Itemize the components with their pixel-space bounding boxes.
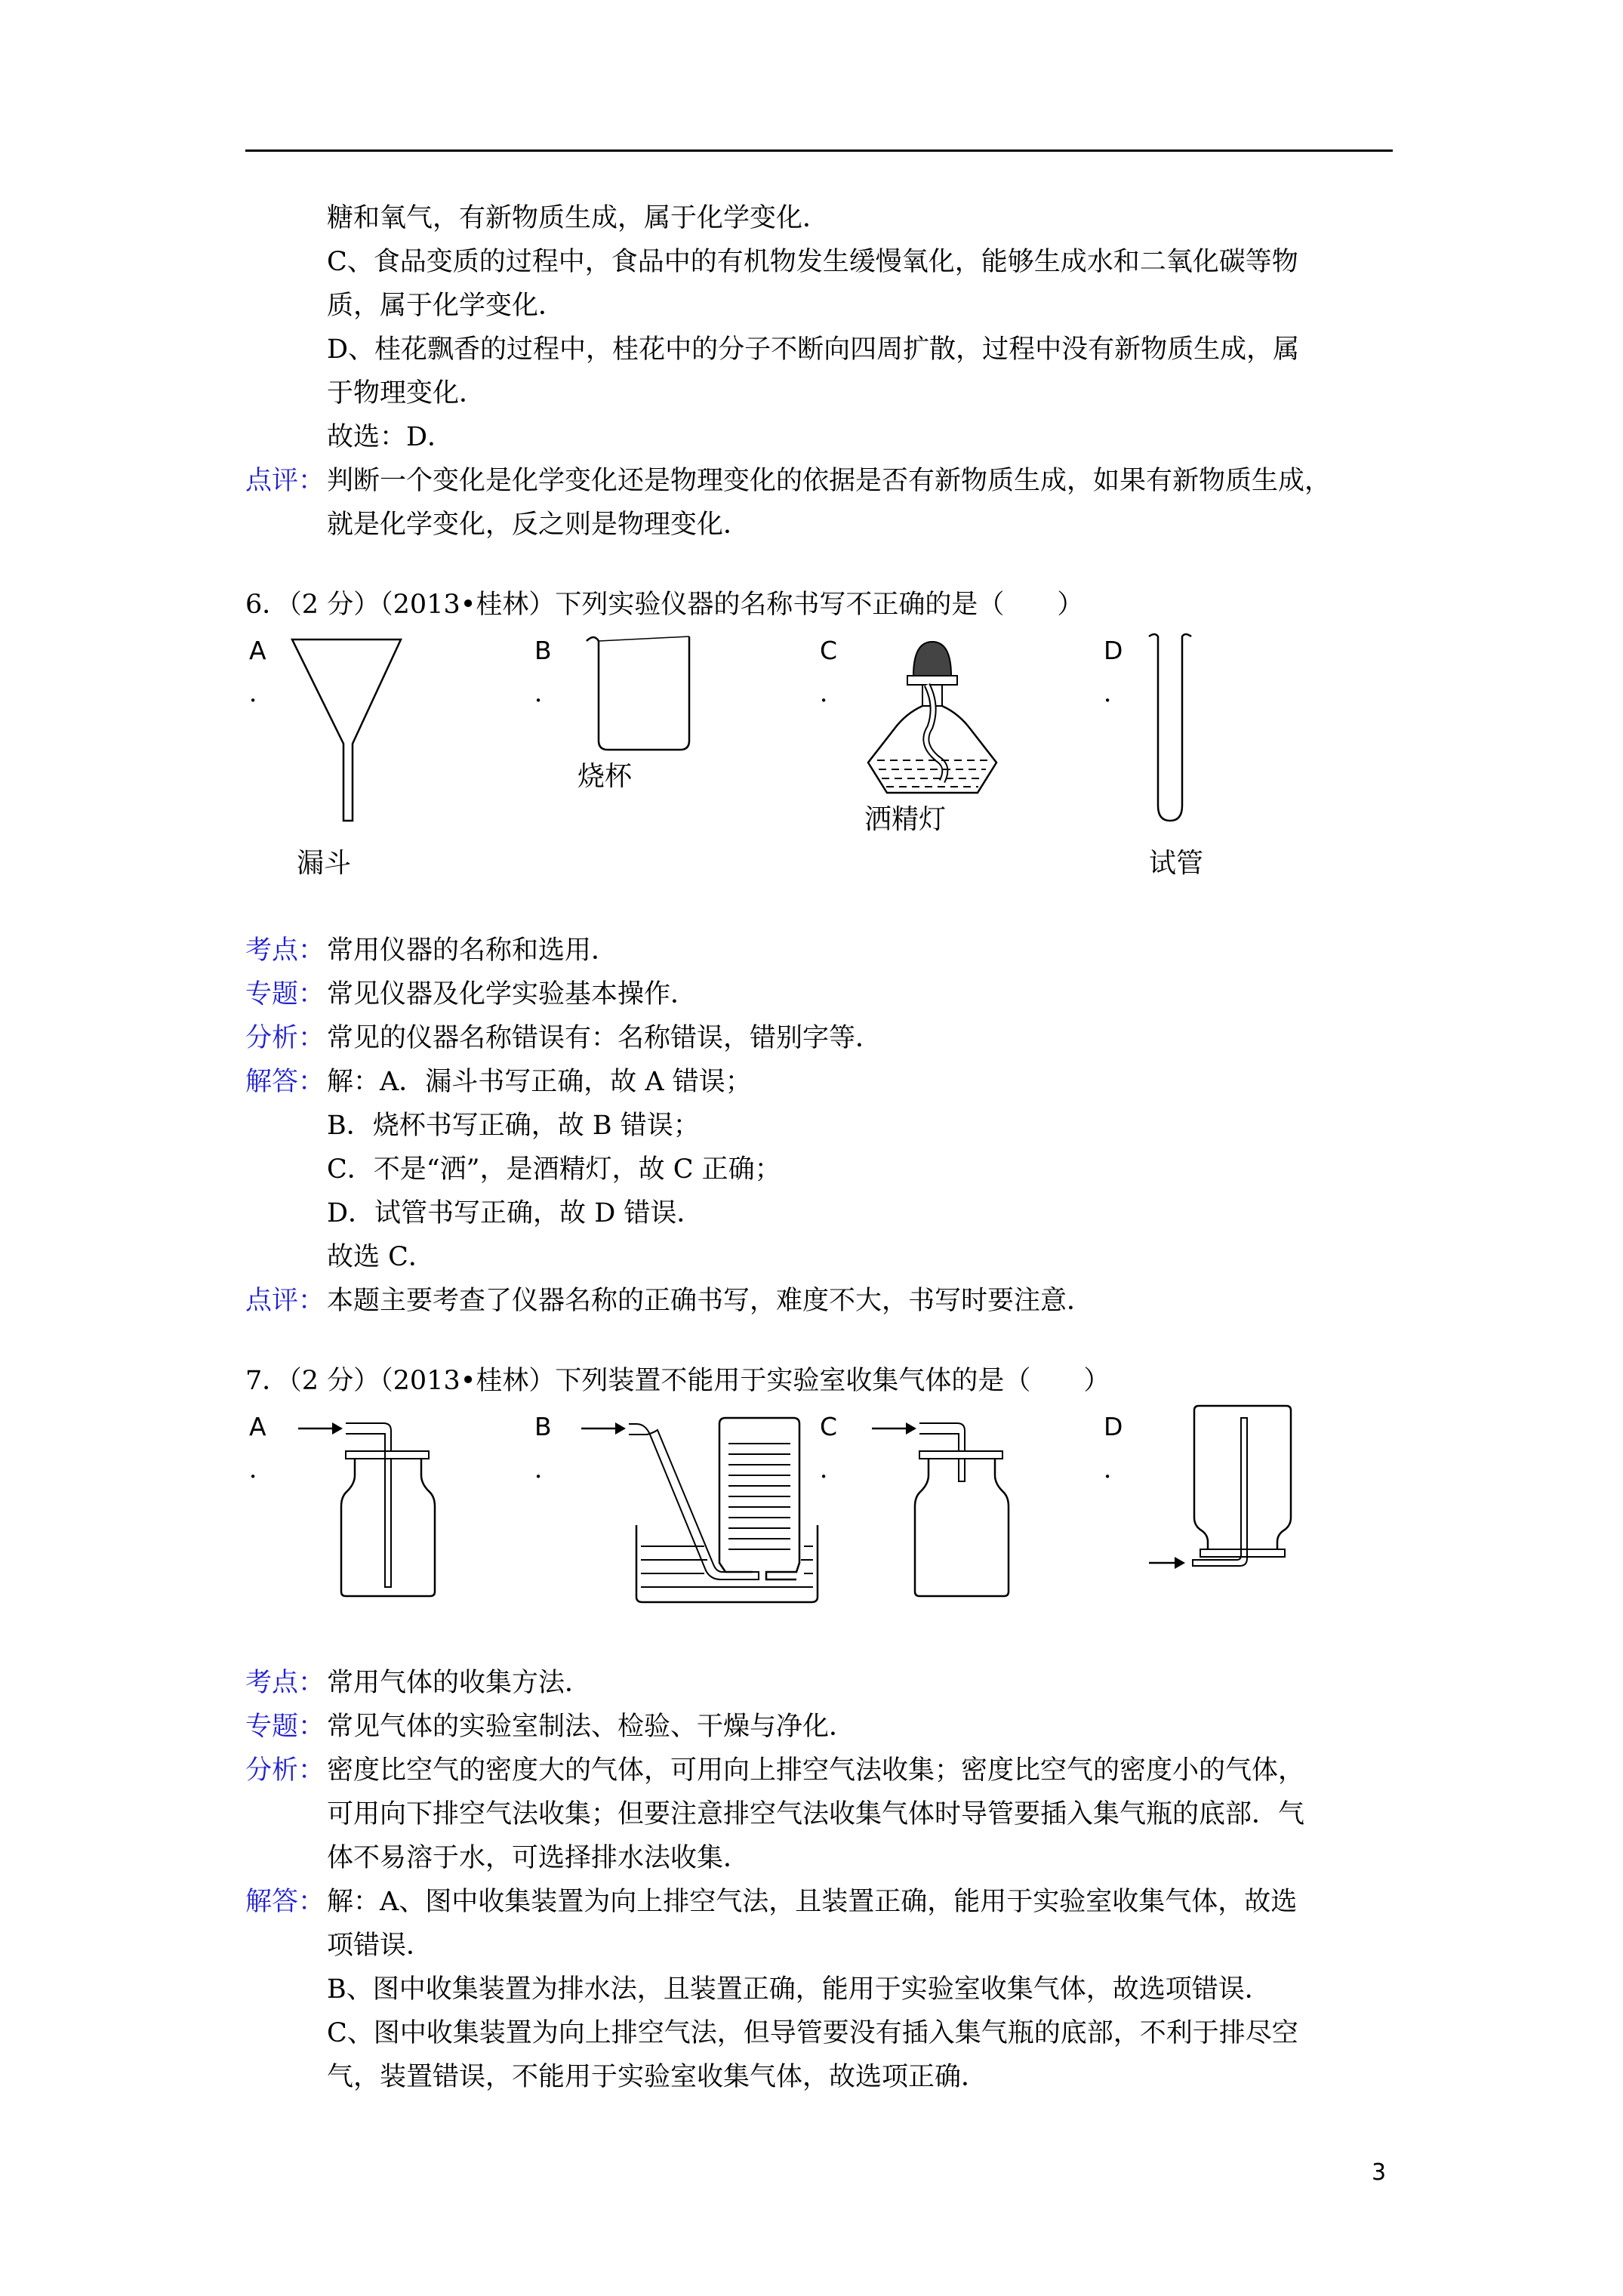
option-letter: A — [249, 636, 266, 665]
option-caption: 漏斗 — [297, 848, 352, 879]
jieda-text: 解：A．漏斗书写正确，故 A 错误； — [327, 1067, 752, 1097]
beaker-icon — [585, 630, 698, 755]
dianping-label: 点评： — [245, 1286, 325, 1316]
option-dot: ． — [249, 678, 274, 707]
zhuanti-text: 常见仪器及化学实验基本操作． — [327, 979, 698, 1009]
kaodian-label: 考点： — [245, 935, 325, 966]
jieda-label: 解答： — [245, 1887, 325, 1917]
option-caption: 洒精灯 — [864, 804, 947, 835]
jieda-text: B、图中收集装置为排水法，且装置正确，能用于实验室收集气体，故选项错误． — [327, 1974, 1271, 2005]
option-caption: 烧杯 — [577, 761, 633, 792]
review-text: 判断一个变化是化学变化还是物理变化的依据是否有新物质生成，如果有新物质生成， — [327, 466, 1332, 496]
jieda-text: C、图中收集装置为向上排空气法，但导管要没有插入集气瓶的底部，不利于排尽空 — [327, 2018, 1298, 2048]
fenxi-label: 分析： — [245, 1023, 325, 1053]
option-dot: ． — [1104, 1454, 1129, 1484]
text-line: C、食品变质的过程中，食品中的有机物发生缓慢氧化，能够生成水和二氧化碳等物 — [327, 247, 1298, 277]
question-6-stem: 6．（2 分）（2013•桂林）下列实验仪器的名称书写不正确的是（ ） — [245, 590, 1084, 620]
question-7-stem: 7．（2 分）（2013•桂林）下列装置不能用于实验室收集气体的是（ ） — [245, 1366, 1110, 1396]
option-letter: C — [820, 636, 838, 665]
test-tube-icon — [1147, 630, 1193, 827]
downward-air-collection-icon — [1147, 1404, 1298, 1578]
jieda-text: C．不是“洒”，是酒精灯，故 C 正确； — [327, 1154, 781, 1185]
jieda-label: 解答： — [245, 1067, 325, 1097]
option-letter: A — [249, 1412, 266, 1441]
text-line: 糖和氧气，有新物质生成，属于化学变化． — [327, 203, 830, 233]
zhuanti-label: 专题： — [245, 1712, 325, 1742]
option-letter: D — [1104, 636, 1123, 665]
option-dot: ． — [534, 678, 559, 707]
page-number: 3 — [1372, 2159, 1387, 2186]
option-dot: ． — [820, 678, 845, 707]
option-letter: B — [534, 1412, 552, 1441]
fenxi-text: 体不易溶于水，可选择排水法收集． — [327, 1843, 750, 1873]
kaodian-text: 常用气体的收集方法． — [327, 1668, 592, 1698]
text-line: 故选：D． — [327, 422, 454, 452]
text-line: D、桂花飘香的过程中，桂花中的分子不断向四周扩散，过程中没有新物质生成，属 — [327, 334, 1300, 365]
option-letter: C — [820, 1412, 838, 1441]
option-dot: ． — [534, 1454, 559, 1484]
kaodian-label: 考点： — [245, 1668, 325, 1698]
option-caption: 试管 — [1149, 848, 1204, 879]
text-line: 于物理变化． — [327, 378, 486, 408]
review-text: 就是化学变化，反之则是物理变化． — [327, 510, 750, 540]
dianping-text: 本题主要考查了仪器名称的正确书写，难度不大，书写时要注意． — [327, 1286, 1094, 1316]
fenxi-text: 密度比空气的密度大的气体，可用向上排空气法收集；密度比空气的密度小的气体， — [327, 1755, 1305, 1786]
fenxi-text: 可用向下排空气法收集；但要注意排空气法收集气体时导管要插入集气瓶的底部．气 — [327, 1799, 1305, 1829]
option-dot: ． — [820, 1454, 845, 1484]
fenxi-label: 分析： — [245, 1755, 325, 1786]
short-tube-air-collection-icon — [868, 1412, 1034, 1601]
funnel-icon — [291, 638, 404, 827]
jieda-text: 解：A、图中收集装置为向上排空气法，且装置正确，能用于实验室收集气体，故选 — [327, 1887, 1298, 1917]
option-letter: D — [1104, 1412, 1123, 1441]
water-displacement-icon — [577, 1412, 827, 1608]
upward-air-collection-icon — [294, 1412, 460, 1601]
text-line: 质，属于化学变化． — [327, 291, 565, 321]
jieda-text: 故选 C． — [327, 1242, 435, 1272]
review-label: 点评： — [245, 466, 325, 496]
option-dot: ． — [1104, 678, 1129, 707]
alcohol-lamp-icon — [861, 638, 1004, 800]
header-rule — [245, 149, 1393, 152]
zhuanti-text: 常见气体的实验室制法、检验、干燥与净化． — [327, 1712, 856, 1742]
jieda-text: 气，装置错误，不能用于实验室收集气体，故选项正确． — [327, 2062, 988, 2092]
option-letter: B — [534, 636, 552, 665]
option-dot: ． — [249, 1454, 274, 1484]
jieda-text: 项错误． — [327, 1931, 433, 1961]
kaodian-text: 常用仪器的名称和选用． — [327, 935, 618, 966]
zhuanti-label: 专题： — [245, 979, 325, 1009]
fenxi-text: 常见的仪器名称错误有：名称错误，错别字等． — [327, 1023, 882, 1053]
jieda-text: B．烧杯书写正确，故 B 错误； — [327, 1111, 700, 1141]
jieda-text: D．试管书写正确，故 D 错误． — [327, 1198, 704, 1228]
